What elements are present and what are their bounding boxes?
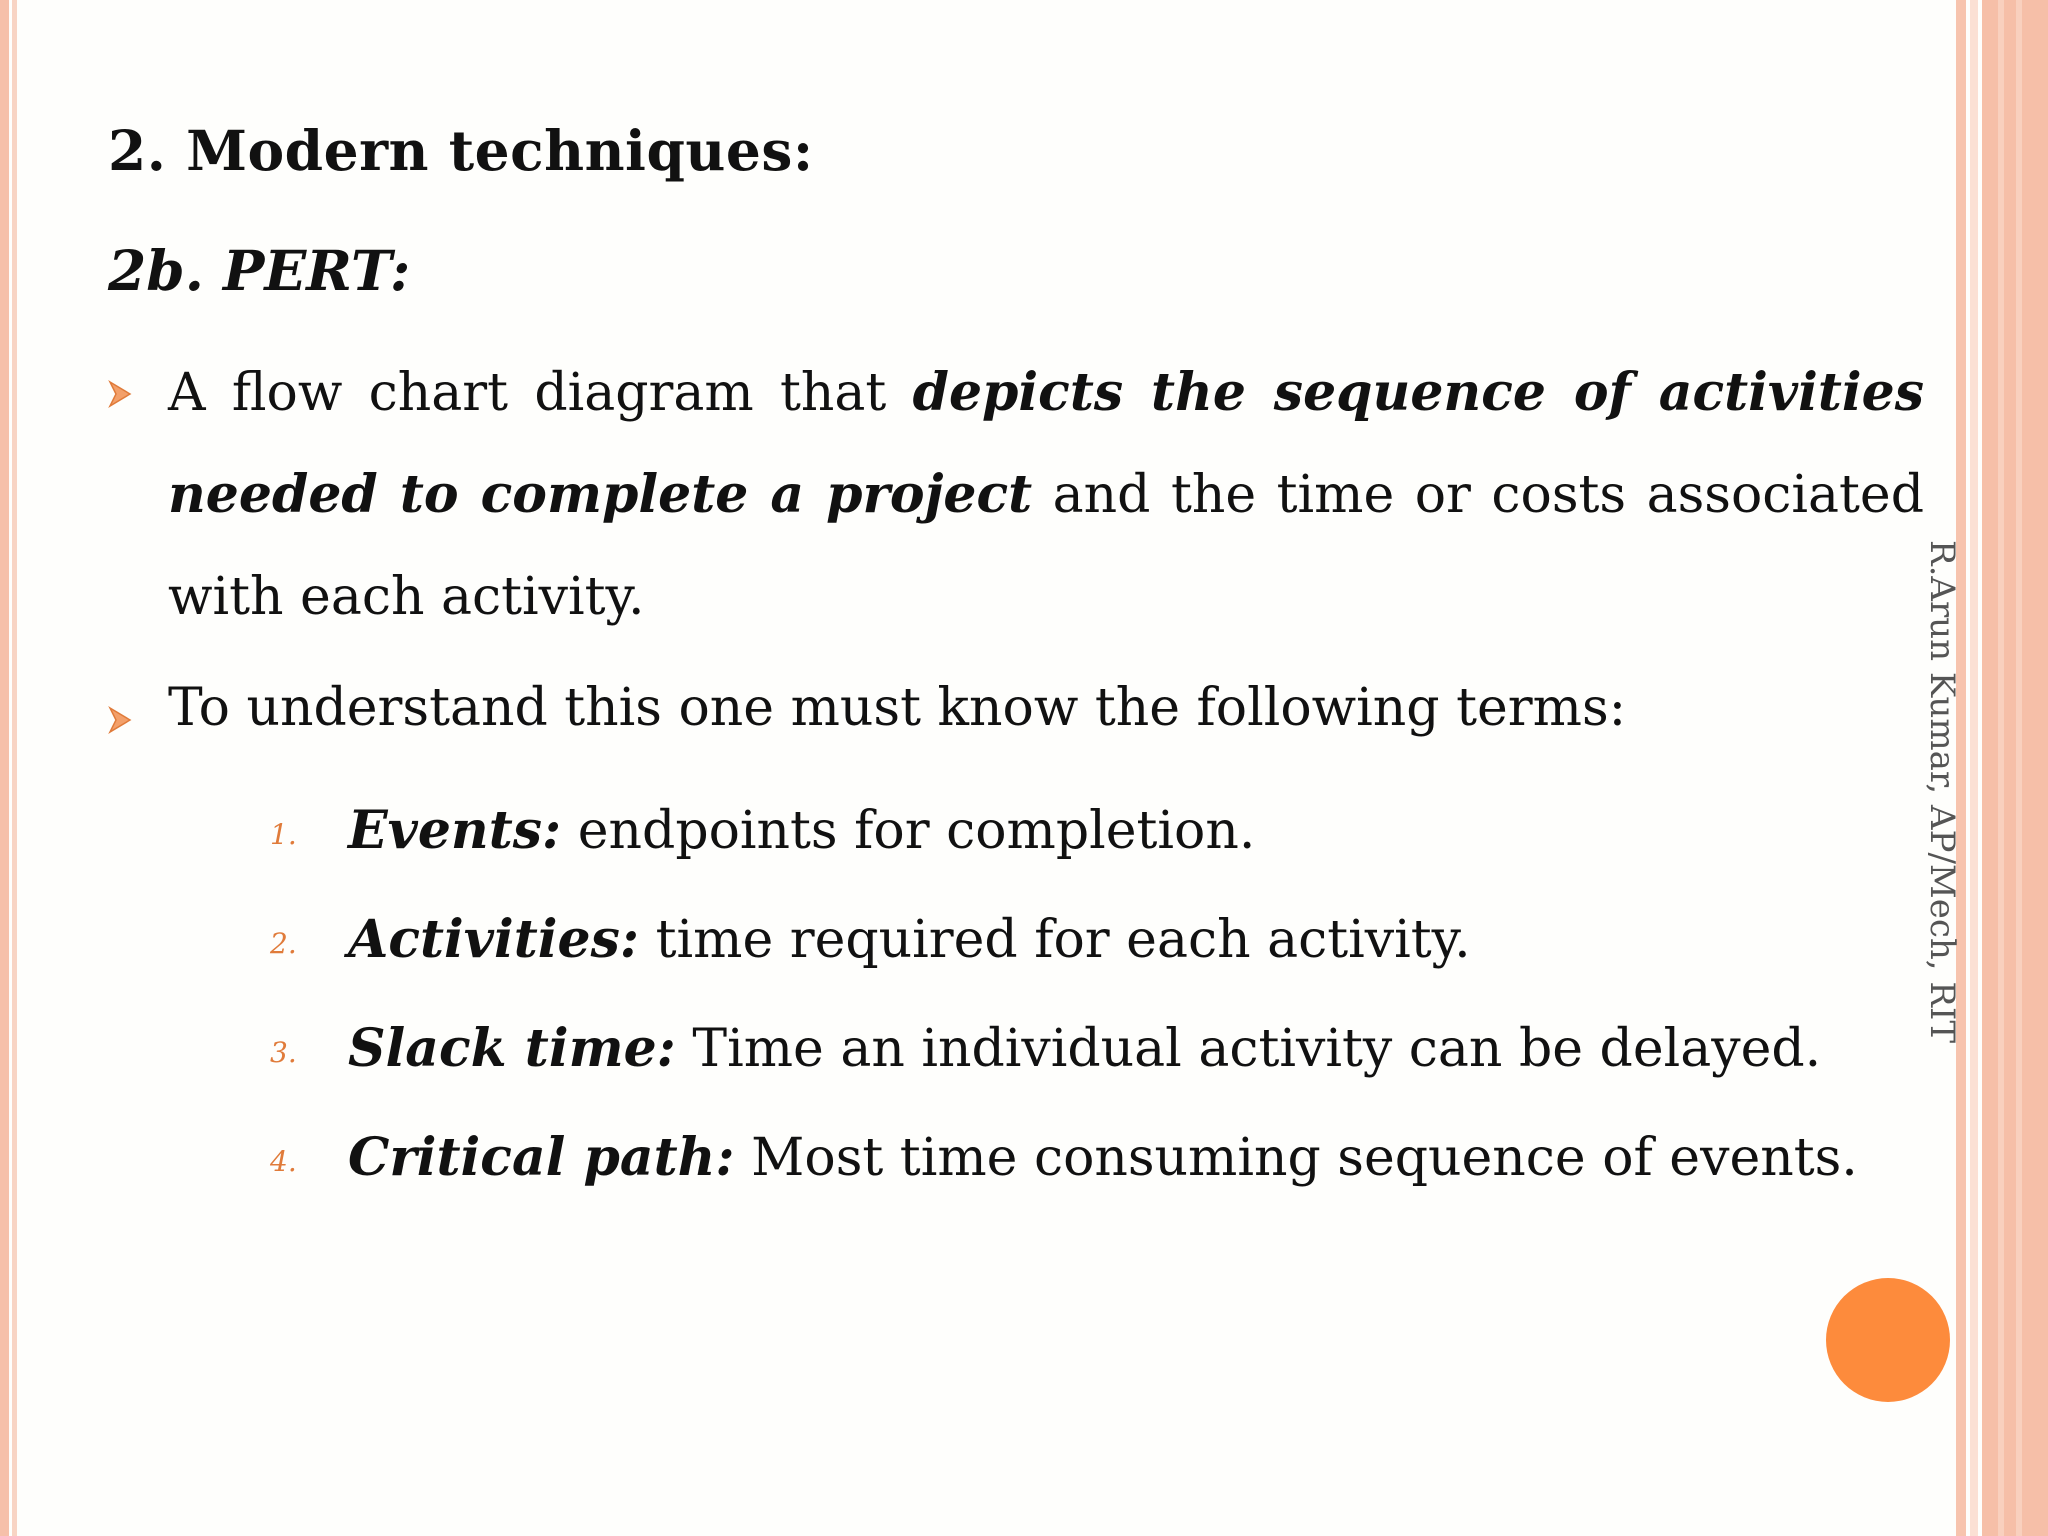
term-description: time required for each activity. (639, 910, 1471, 970)
arrowhead-bullet-icon (108, 706, 132, 734)
term-item (270, 909, 1471, 970)
term-name: Critical path: (348, 1127, 735, 1188)
right-border-band (1982, 0, 2048, 1536)
term-description: Most time consuming sequence of events. (734, 1128, 1858, 1188)
term-item (270, 1018, 1821, 1079)
term-number: 3. (270, 1036, 297, 1069)
definition-text-end: and the time or costs associated with each activity. (168, 465, 1924, 627)
term-number: 4. (270, 1145, 297, 1178)
right-border-line (1998, 0, 2004, 1536)
right-border-stripe-light (1970, 0, 1978, 1536)
term-description: endpoints for completion. (561, 801, 1256, 861)
slide-heading: 2. Modern techniques: (108, 118, 814, 183)
definition-emphasis: depicts the sequence of activities needed to complete a project (168, 362, 1924, 525)
definition-text-start: A flow chart diagram that (168, 363, 913, 423)
term-description: Time an individual activity can be delayed. (675, 1019, 1822, 1079)
term-name: Slack time: (348, 1018, 676, 1079)
bullet-definition (168, 342, 1924, 648)
term-name: Events: (348, 800, 562, 861)
orange-circle-decoration (1826, 1278, 1950, 1402)
author-side-label: R.Arun Kumar, AP/Mech, RIT (1922, 540, 1962, 1044)
slide-subheading: 2b. PERT: (108, 238, 411, 303)
term-item (270, 1127, 1858, 1188)
term-item (270, 800, 1255, 861)
left-border-stripe (0, 0, 9, 1536)
term-name: Activities: (348, 909, 640, 970)
bullet-terms-intro: To understand this one must know the following terms: (168, 678, 1627, 738)
term-number: 1. (270, 818, 297, 851)
arrowhead-bullet-icon (108, 380, 132, 408)
term-number: 2. (270, 927, 297, 960)
left-border-stripe-inner (12, 0, 17, 1536)
right-border-line-2 (2016, 0, 2022, 1536)
